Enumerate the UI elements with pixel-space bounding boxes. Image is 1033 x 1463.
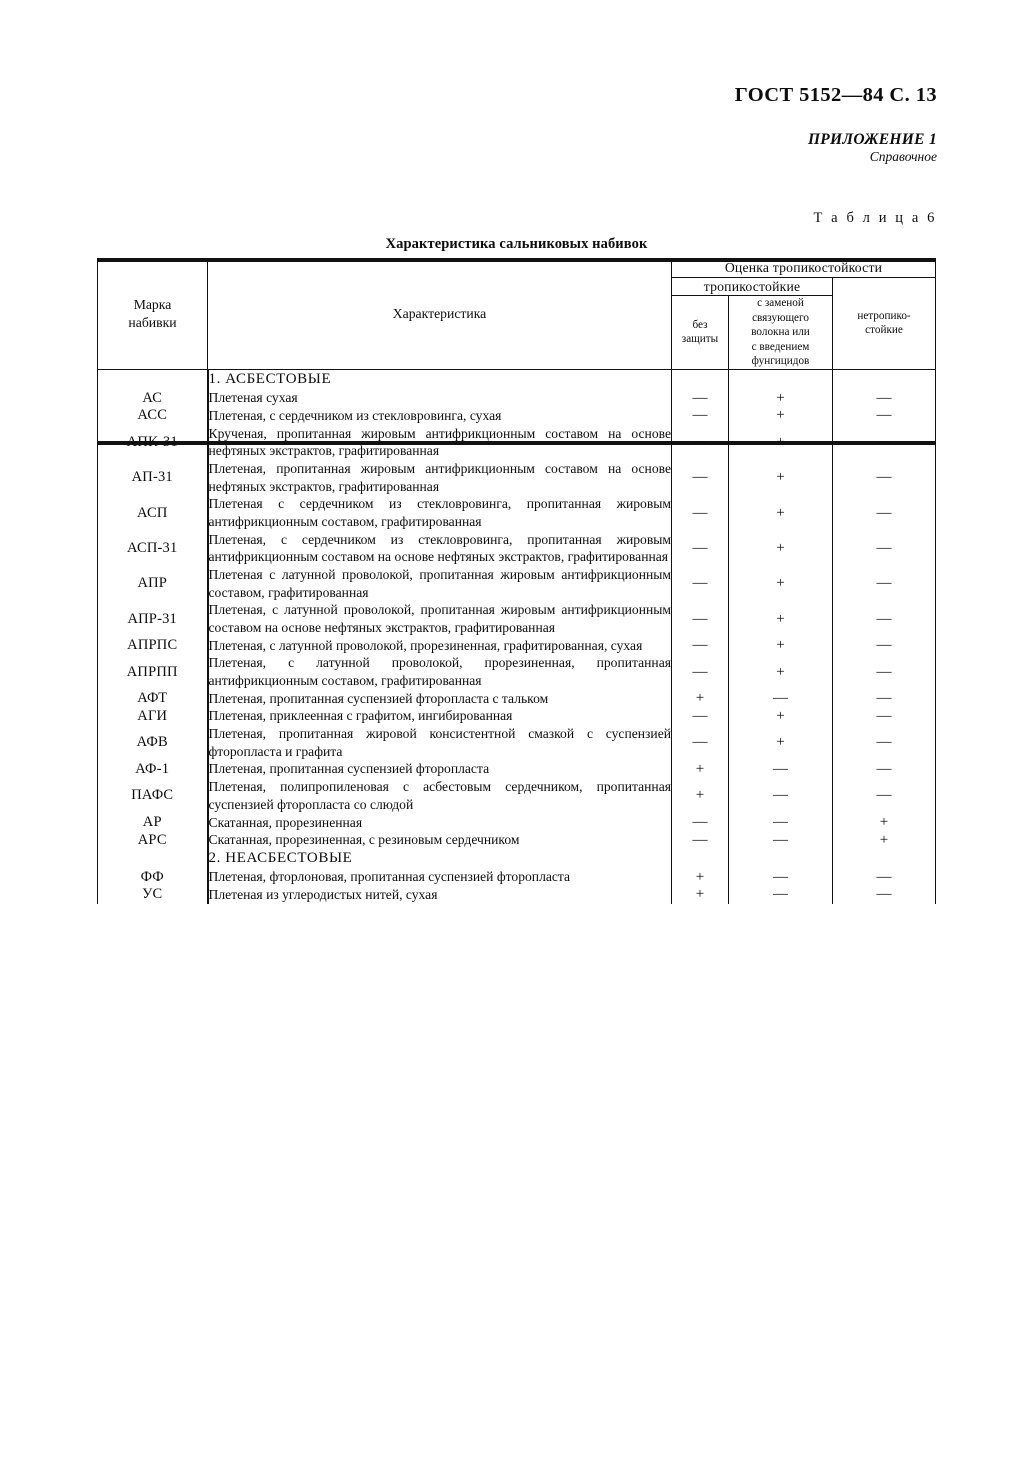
cell-with-replacement: + [729,566,833,601]
cell-with-replacement: + [729,531,833,566]
cell-no-protection: — [672,425,729,460]
cell-non-tropic: — [833,707,936,725]
table-number-label: Т а б л и ц а 6 [813,210,937,226]
section-title: 2. НЕАСБЕСТОВЫЕ [208,849,672,869]
cell-characteristic: Плетеная, приклеенная с графитом, ингибированная [208,707,672,725]
section-title-row [98,369,936,389]
cell-brand: АФВ [98,725,208,760]
col-header-assessment-group: Оценка тропикостойкости [672,259,936,278]
cell-with-replacement: — [729,778,833,813]
section-mark-spacer-1 [672,369,729,389]
cell-characteristic: Плетеная, с сердечником из стекловровинга, сухая [208,407,672,425]
col-header-non-tropic [833,277,936,369]
section-mark-spacer-3 [833,849,936,869]
cell-with-replacement: + [729,460,833,495]
cell-non-tropic: — [833,690,936,708]
col-header-no-protection [672,296,729,370]
cell-with-replacement: — [729,868,833,886]
cell-no-protection: — [672,654,729,689]
cell-non-tropic: — [833,654,936,689]
cell-characteristic: Плетеная, с латунной проволокой, прорезиненная, графитированная, сухая [208,637,672,655]
table-row [98,868,936,886]
cell-characteristic: Плетеная, пропитанная жировым антифрикционным составом на основе нефтяных экстрактов, графитированная [208,461,671,494]
cell-brand: АПРПП [98,654,208,689]
cell-characteristic: Плетеная, с сердечником из стекловровинга, пропитанная жировым антифрикционным составом на основе нефтяных экстрактов, графитированная [208,531,671,565]
table-caption: Характеристика сальниковых набивок [385,236,648,252]
characteristics-table-wrapper [97,258,935,904]
col-header-non-tropic-line2: стойкие [865,324,903,337]
col-header-with-replacement-line4: с введением [751,340,810,353]
cell-non-tropic: + [833,831,936,849]
cell-brand: АП-31 [98,460,208,495]
cell-no-protection: + [672,886,729,904]
cell-characteristic: Плетеная, с латунной проволокой, пропитанная жировым антифрикционным составом на основе нефтяных экстрактов, графитированная [208,602,671,636]
cell-non-tropic: + [833,814,936,832]
col-header-no-protection-line2: защиты [681,333,719,346]
cell-no-protection: + [672,868,729,886]
col-header-with-replacement-line2: связующего [752,311,809,324]
cell-non-tropic: — [833,868,936,886]
section-mark-spacer-3 [833,369,936,389]
cell-characteristic: Скатанная, прорезиненная, с резиновым сердечником [208,831,672,849]
cell-brand: АСС [98,407,208,425]
cell-with-replacement: + [729,601,833,636]
section-brand-spacer [98,369,208,389]
cell-characteristic: Плетеная из углеродистых нитей, сухая [208,886,672,904]
table-row [98,495,936,530]
cell-characteristic: Плетеная, полипропиленовая с асбестовым сердечником, пропитанная суспензией фторопласта со слюдой [208,779,671,812]
section-mark-spacer-1 [672,849,729,869]
table-row [98,725,936,760]
cell-brand: АР [98,814,208,832]
cell-non-tropic: — [833,601,936,636]
cell-brand: ФФ [98,868,208,886]
cell-with-replacement: — [729,760,833,778]
table-row [98,566,936,601]
cell-non-tropic: — [833,389,936,407]
cell-no-protection: + [672,778,729,813]
cell-no-protection: — [672,707,729,725]
cell-with-replacement: + [729,407,833,425]
cell-brand: АПР [98,566,208,601]
cell-characteristic: Скатанная, прорезиненная [208,814,672,832]
cell-with-replacement: + [729,389,833,407]
cell-with-replacement: + [729,425,833,460]
table-row [98,425,936,460]
table-row [98,760,936,778]
col-header-characteristic: Характеристика [208,259,672,370]
cell-with-replacement: — [729,690,833,708]
section-title: 1. АСБЕСТОВЫЕ [208,369,672,389]
cell-characteristic: Плетеная, пропитанная суспензией фторопласта с тальком [208,690,672,708]
table-row [98,814,936,832]
cell-no-protection: + [672,760,729,778]
appendix-subtitle: Справочное [869,149,937,165]
cell-non-tropic: — [833,407,936,425]
cell-brand: АГИ [98,707,208,725]
cell-with-replacement: + [729,725,833,760]
cell-no-protection: — [672,814,729,832]
cell-brand: АПК-31 [98,425,208,460]
cell-characteristic: Плетеная с латунной проволокой, пропитанная жировым антифрикционным составом, графитированная [208,567,671,600]
cell-non-tropic: — [833,886,936,904]
col-header-brand-line1: Марка [133,297,172,313]
cell-non-tropic: — [833,531,936,566]
cell-no-protection: — [672,601,729,636]
table-row [98,460,936,495]
cell-no-protection: — [672,389,729,407]
cell-brand: АФ-1 [98,760,208,778]
appendix-block [808,130,937,166]
cell-no-protection: — [672,637,729,655]
table-row [98,389,936,407]
col-header-with-replacement-line5: фунгицидов [751,355,810,368]
cell-characteristic: Плетеная, пропитанная жировой консистентной смазкой с суспензией фторопласта и графита [208,726,671,759]
cell-brand: АС [98,389,208,407]
table-row [98,831,936,849]
col-header-brand [98,259,208,370]
table-row [98,886,936,904]
cell-no-protection: — [672,407,729,425]
col-header-no-protection-line1: без [692,318,708,331]
col-header-brand-line2: набивки [128,314,177,330]
cell-characteristic: Плетеная, пропитанная суспензией фторопласта [208,760,672,778]
cell-no-protection: — [672,460,729,495]
cell-with-replacement: + [729,495,833,530]
table-head-row-1 [98,259,936,278]
col-header-non-tropic-line1: нетропико- [857,309,911,322]
cell-brand: АПР-31 [98,601,208,636]
table-row [98,531,936,566]
cell-with-replacement: + [729,637,833,655]
table-row [98,637,936,655]
cell-characteristic: Плетеная сухая [208,389,672,407]
cell-brand: АСП-31 [98,531,208,566]
table-row [98,407,936,425]
cell-with-replacement: — [729,814,833,832]
cell-brand: УС [98,886,208,904]
cell-with-replacement: — [729,831,833,849]
appendix-title: ПРИЛОЖЕНИЕ 1 [807,131,937,148]
col-header-with-replacement-line1: с заменой [757,297,804,310]
cell-brand: АПРПС [98,637,208,655]
cell-no-protection: + [672,690,729,708]
cell-characteristic: Плетеная с сердечником из стекловровинга, пропитанная жировым антифрикционным составом, графитированная [208,496,671,530]
characteristics-table [97,258,936,904]
running-head: ГОСТ 5152—84 С. 13 [734,84,937,106]
cell-characteristic: Крученая, пропитанная жировым антифрикционным составом на основе нефтяных экстрактов, графитированная [208,425,671,459]
table-body [98,369,936,903]
cell-non-tropic: — [833,637,936,655]
cell-no-protection: — [672,566,729,601]
cell-non-tropic: — [833,778,936,813]
cell-with-replacement: + [729,707,833,725]
table-row [98,654,936,689]
cell-with-replacement: — [729,886,833,904]
col-header-tropic-group: тропикостойкие [672,277,833,296]
cell-brand: АСП [98,495,208,530]
cell-brand: АФТ [98,690,208,708]
table-row [98,690,936,708]
cell-no-protection: — [672,495,729,530]
cell-no-protection: — [672,831,729,849]
col-header-with-replacement-line3: волокна или [751,326,810,339]
col-header-with-replacement [729,296,833,370]
cell-brand: ПАФС [98,778,208,813]
cell-brand: АРС [98,831,208,849]
cell-no-protection: — [672,725,729,760]
cell-non-tropic: — [833,760,936,778]
cell-with-replacement: + [729,654,833,689]
section-mark-spacer-2 [729,849,833,869]
cell-non-tropic: — [833,460,936,495]
section-title-row [98,849,936,869]
table-row [98,778,936,813]
table-row [98,707,936,725]
cell-characteristic: Плетеная, с латунной проволокой, прорезиненная, пропитанная антифрикционным составом, графитированная [208,655,671,689]
section-brand-spacer [98,849,208,869]
cell-no-protection: — [672,531,729,566]
cell-non-tropic: — [833,425,936,460]
section-mark-spacer-2 [729,369,833,389]
table-head [98,259,936,370]
cell-characteristic: Плетеная, фторлоновая, пропитанная суспензией фторопласта [208,868,672,886]
table-row [98,601,936,636]
cell-non-tropic: — [833,725,936,760]
cell-non-tropic: — [833,495,936,530]
cell-non-tropic: — [833,566,936,601]
